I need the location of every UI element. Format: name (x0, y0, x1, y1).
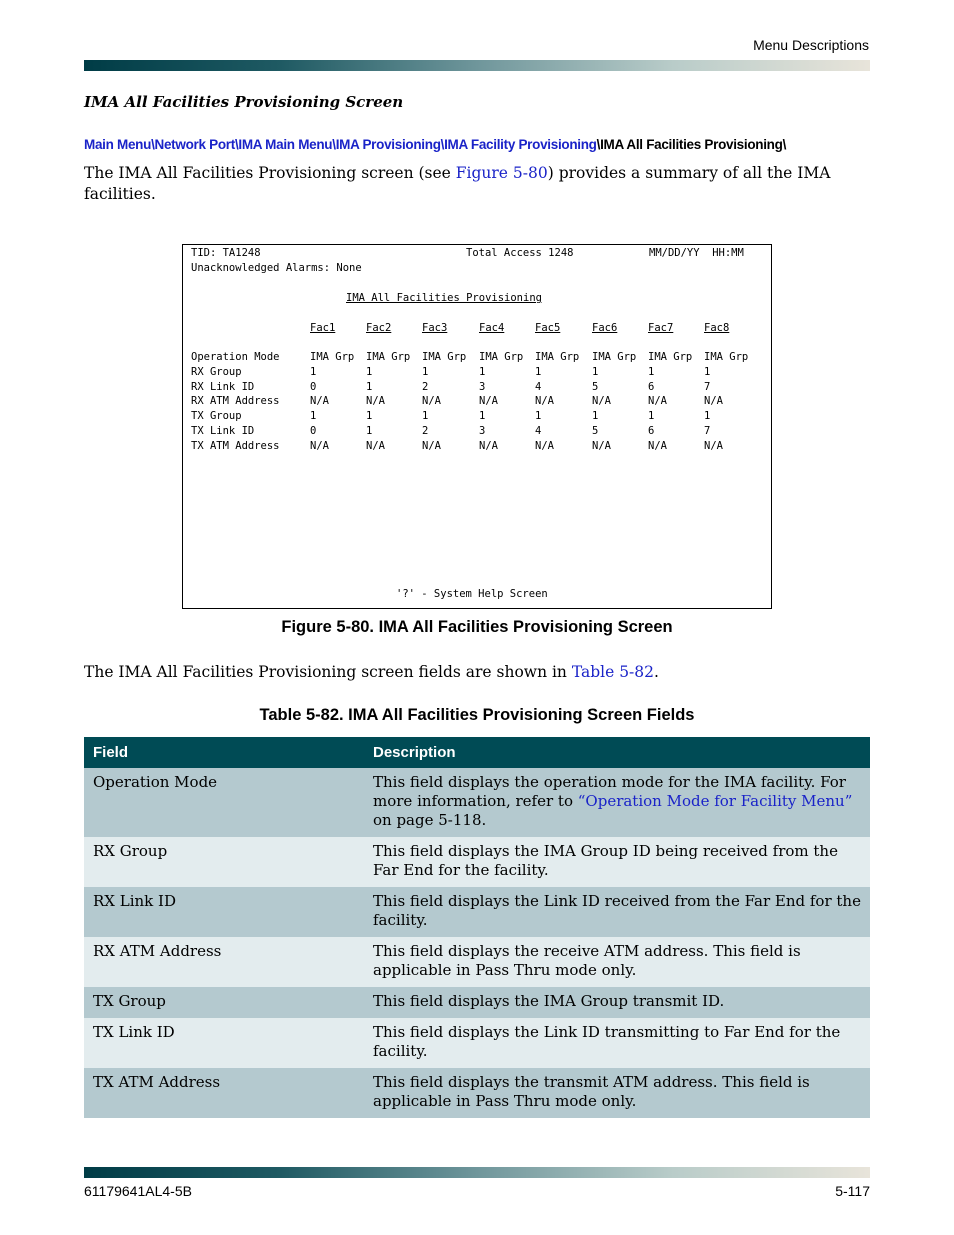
table-row (84, 887, 870, 937)
column-header-field: Field (84, 737, 364, 768)
screen-row-label: Operation Mode (191, 351, 280, 363)
screen-row-value: 7 (704, 380, 711, 393)
facility-header: Fac6 (592, 322, 618, 334)
screen-row-value: 0 (310, 380, 317, 393)
field-name-cell: RX Group (84, 837, 364, 887)
screen-row-value: N/A (704, 439, 723, 452)
field-name-cell: RX ATM Address (84, 937, 364, 987)
screen-row-value: 5 (592, 380, 599, 393)
screen-row-value: N/A (648, 395, 667, 408)
help-hint: '?' - System Help Screen (396, 588, 548, 600)
footer-rule (84, 1167, 870, 1178)
screen-row-label: RX Link ID (191, 380, 255, 393)
screen-row-value: 1 (479, 365, 486, 378)
facility-header: Fac7 (648, 322, 674, 334)
field-name-cell: TX ATM Address (84, 1068, 364, 1118)
screen-row-value: IMA Grp (704, 351, 749, 363)
screen-row-value: 1 (310, 365, 317, 378)
table-row (84, 768, 870, 837)
screen-row-value: 1 (422, 410, 429, 423)
screen-row-value: N/A (422, 439, 441, 452)
facility-header: Fac5 (535, 322, 561, 334)
field-description-cell: This field displays the Link ID transmitting to Far End for the facility. (364, 1018, 870, 1068)
field-description-cell: This field displays the operation mode for the IMA facility. For more information, refer to “Operation Mode for Facility Menu” on page 5-118. (364, 768, 870, 837)
field-description-cell: This field displays the Link ID received from the Far End for the facility. (364, 887, 870, 937)
field-description-cell: This field displays the transmit ATM address. This field is applicable in Pass Thru mode only. (364, 1068, 870, 1118)
screen-row-value: N/A (592, 395, 611, 408)
table-header-row (84, 737, 870, 768)
screen-row-value: 2 (422, 380, 429, 393)
screen-row-value: 1 (592, 365, 599, 378)
screen-row-label: TX ATM Address (191, 439, 280, 452)
screen-row-value: IMA Grp (422, 351, 467, 363)
screen-row-value: N/A (648, 439, 667, 452)
screen-row-value: N/A (592, 439, 611, 452)
screen-row-value: 1 (535, 365, 542, 378)
screen-row-label: TX Group (191, 410, 242, 423)
screen-row-value: 0 (310, 425, 317, 437)
screen-row-label: TX Link ID (191, 425, 255, 437)
field-name-cell: Operation Mode (84, 768, 364, 837)
field-name-cell: RX Link ID (84, 887, 364, 937)
screen-row-value: N/A (479, 439, 498, 452)
screen-row-value: 1 (366, 410, 373, 423)
screen-alarms: Unacknowledged Alarms: None (191, 262, 362, 274)
screen-row-value: 1 (479, 410, 486, 423)
facility-header: Fac4 (479, 322, 505, 334)
breadcrumb-link[interactable]: IMA Facility Provisioning (444, 137, 597, 152)
table-row (84, 837, 870, 887)
figure-link[interactable]: Figure 5-80 (455, 164, 548, 182)
screen-row-value: 6 (648, 425, 655, 437)
terminal-screen (182, 244, 772, 609)
screen-row-value: N/A (535, 395, 554, 408)
table-row (84, 1068, 870, 1118)
screen-row-value: N/A (422, 395, 441, 408)
screen-row-value: 4 (535, 425, 542, 437)
table-row (84, 937, 870, 987)
column-header-description: Description (364, 737, 870, 768)
table-row (84, 1018, 870, 1068)
screen-row-value: N/A (366, 439, 385, 452)
screen-row-value: N/A (535, 439, 554, 452)
screen-row-value: N/A (704, 395, 723, 408)
field-name-cell: TX Group (84, 987, 364, 1018)
screen-row-value: 1 (648, 365, 655, 378)
breadcrumb-link[interactable]: Main Menu (84, 137, 152, 152)
facility-header: Fac8 (704, 322, 730, 334)
facility-header: Fac1 (310, 322, 336, 334)
breadcrumb-link[interactable]: Network Port (154, 137, 235, 152)
screen-title: IMA All Facilities Provisioning (346, 292, 542, 304)
screen-row-value: N/A (479, 395, 498, 408)
cross-reference-link[interactable]: “Operation Mode for Facility Menu” (577, 792, 853, 810)
screen-row-value: 1 (310, 410, 317, 423)
screen-row-value: N/A (310, 439, 329, 452)
screen-row-value: IMA Grp (535, 351, 580, 363)
screen-row-value: 1 (366, 425, 373, 437)
field-name-cell: TX Link ID (84, 1018, 364, 1068)
field-description-cell: This field displays the IMA Group transmit ID. (364, 987, 870, 1018)
section-title: IMA All Facilities Provisioning Screen (84, 93, 404, 111)
screen-row-value: IMA Grp (366, 351, 411, 363)
breadcrumb-current: IMA All Facilities Provisioning (600, 137, 783, 152)
table-row (84, 987, 870, 1018)
screen-row-value: 5 (592, 425, 599, 437)
page-number: 5-117 (835, 1183, 870, 1199)
doc-number: 61179641AL4-5B (84, 1183, 192, 1199)
screen-row-value: 1 (366, 365, 373, 378)
facility-header: Fac3 (422, 322, 448, 334)
screen-row-value: 1 (592, 410, 599, 423)
screen-row-value: 7 (704, 425, 711, 437)
running-header: Menu Descriptions (753, 37, 869, 53)
figure-caption: Figure 5-80. IMA All Facilities Provisioning Screen (281, 618, 673, 636)
screen-row-value: 1 (704, 365, 711, 378)
screen-row-value: 2 (422, 425, 429, 437)
field-description-cell: This field displays the IMA Group ID being received from the Far End for the facility. (364, 837, 870, 887)
screen-row-value: IMA Grp (310, 351, 355, 363)
screen-row-value: N/A (310, 395, 329, 408)
screen-row-value: 1 (535, 410, 542, 423)
screen-row-value: 4 (535, 380, 542, 393)
screen-datetime: MM/DD/YY HH:MM (649, 247, 744, 259)
fields-table (84, 737, 870, 1118)
screen-row-value: 3 (479, 425, 486, 437)
screen-row-label: RX Group (191, 365, 242, 378)
screen-row-value: 1 (422, 365, 429, 378)
breadcrumb: Main Menu\Network Port\IMA Main Menu\IMA Provisioning\IMA Facility Provisioning\IMA All Facilities Provisioning\ (84, 137, 787, 152)
screen-row-value: 1 (366, 380, 373, 393)
screen-row-value: IMA Grp (648, 351, 693, 363)
table-link[interactable]: Table 5-82 (571, 663, 655, 681)
breadcrumb-link[interactable]: IMA Main Menu (238, 137, 333, 152)
screen-row-value: 1 (648, 410, 655, 423)
screen-row-value: 6 (648, 380, 655, 393)
screen-row-value: IMA Grp (479, 351, 524, 363)
screen-row-value: 3 (479, 380, 486, 393)
screen-row-value: 1 (704, 410, 711, 423)
facility-header: Fac2 (366, 322, 392, 334)
screen-system: Total Access 1248 (466, 247, 574, 259)
table-caption: Table 5-82. IMA All Facilities Provisioning Screen Fields (259, 706, 695, 724)
screen-row-value: N/A (366, 395, 385, 408)
intro-paragraph: The IMA All Facilities Provisioning screen (see Figure 5-80) provides a summary of all the IMA facilities. (84, 164, 831, 203)
screen-row-label: RX ATM Address (191, 395, 280, 408)
screen-tid: TID: TA1248 (191, 247, 261, 259)
breadcrumb-link[interactable]: IMA Provisioning (335, 137, 441, 152)
header-rule (84, 60, 870, 71)
field-description-cell: This field displays the receive ATM address. This field is applicable in Pass Thru mode only. (364, 937, 870, 987)
screen-row-value: IMA Grp (592, 351, 637, 363)
fields-intro: The IMA All Facilities Provisioning screen fields are shown in Table 5-82. (84, 663, 659, 681)
